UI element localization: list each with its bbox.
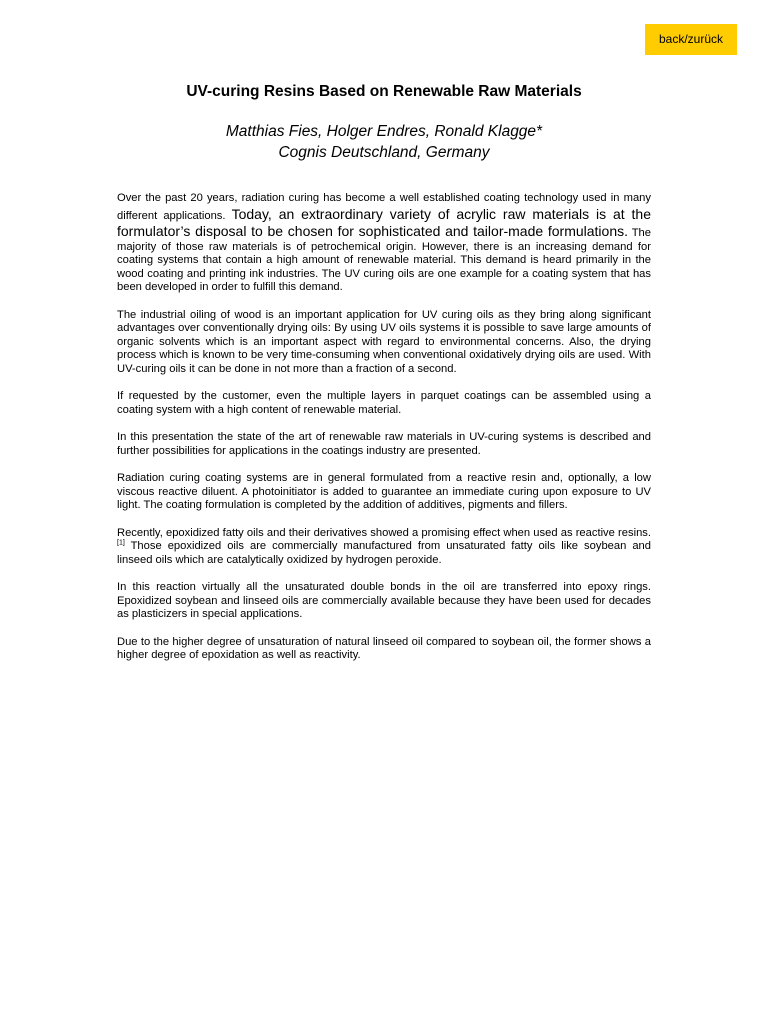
- paragraph-5: Radiation curing coating systems are in general formulated from a reactive resin and, optionally, a low viscous reactive diluent. A photoinitiator is added to guarantee an immediate curing upon exposure to UV light. The coating formulation is completed by the addition of additives, pigments and fillers.: [117, 472, 651, 511]
- paragraph-4: In this presentation the state of the art of renewable raw materials in UV-curing systems is described and further possibilities for applications in the coatings industry are presented.: [117, 431, 651, 457]
- paragraph-1: [117, 192, 651, 295]
- abstract-body: [117, 192, 651, 677]
- paragraph-1-highlight: Today, an extraordinary variety of acrylic raw materials is at the formulator’s disposal to be chosen for sophisticated and tailor-made formulations.: [117, 205, 651, 239]
- author-affiliation: Cognis Deutschland, Germany: [278, 144, 490, 161]
- paragraph-8: Due to the higher degree of unsaturation of natural linseed oil compared to soybean oil, the former shows a higher degree of epoxidation as well as reactivity.: [117, 635, 651, 661]
- reference-marker: [1]: [117, 539, 125, 547]
- paragraph-3: If requested by the customer, even the multiple layers in parquet coatings can be assembled using a coating system with a high content of renewable material.: [117, 390, 651, 416]
- paragraph-6-intro: Recently, epoxidized fatty oils and their derivatives showed a promising effect when used as reactive resins.: [117, 526, 651, 539]
- back-button[interactable]: back/zurück: [645, 24, 737, 55]
- paragraph-6: [117, 527, 651, 568]
- paragraph-6-rest: Those epoxidized oils are commercially manufactured from unsaturated fatty oils like soybean and linseed oils which are catalytically oxidized by hydrogen peroxide.: [117, 540, 651, 566]
- author-block: [0, 121, 768, 163]
- author-names: Matthias Fies, Holger Endres, Ronald Klagge*: [225, 123, 543, 140]
- paragraph-1-intro: Over the past 20 years, radiation curing has become a well established coating technology used in many different applications.: [117, 192, 651, 222]
- paragraph-1-rest: The majority of those raw materials is of petrochemical origin. However, there is an increasing demand for coating systems that contain a high amount of renewable material. This demand is heard primarily in the wood coating and printing ink industries. The UV curing oils are one example for a coating system that has been developed in order to fulfill this demand.: [117, 227, 652, 293]
- page-title: UV-curing Resins Based on Renewable Raw Materials: [186, 83, 582, 100]
- paragraph-7: In this reaction virtually all the unsaturated double bonds in the oil are transferred into epoxy rings. Epoxidized soybean and linseed oils are commercially available because they have been used for decades as plasticizers in special applications.: [117, 581, 651, 620]
- paragraph-2: The industrial oiling of wood is an important application for UV curing oils as they bring along significant advantages over conventionally drying oils: By using UV oils systems it is possible to save large amounts of organic solvents which is an important aspect with regard to environmental concerns. Also, the drying process which is known to be very time-consuming when conventional oxidatively drying oils are used. With UV-curing oils it can be done in not more than a fraction of a second.: [117, 308, 651, 375]
